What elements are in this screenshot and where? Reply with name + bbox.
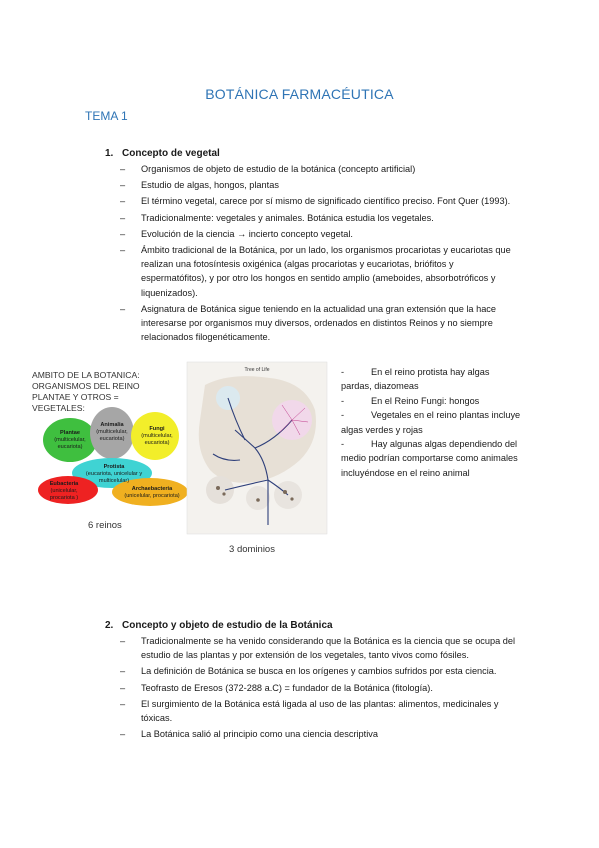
side-note: - Vegetales en el reino plantas incluye algas verdes y rojas	[341, 410, 521, 435]
tree-cluster-bottom-mid	[246, 486, 270, 510]
kingdoms-figure	[30, 360, 330, 555]
tree-title: Tree of Life	[244, 367, 270, 373]
petal-label: (eucariota, unicelular y	[85, 471, 143, 477]
list-item: – La definición de Botánica se busca en los orígenes y cambios sufridos por esta ciencia.	[120, 664, 518, 678]
petal-label: Animalia	[100, 422, 124, 428]
side-note: - Hay algunas algas dependiendo del medio podrían comportarse como animales incluyéndose en el reino animal	[341, 439, 518, 478]
petal-label: eucariota)	[57, 444, 83, 450]
dash-marker: -	[341, 410, 345, 421]
petal-label: Protista	[103, 464, 125, 470]
list-item: – Evolución de la ciencia → incierto concepto vegetal.	[120, 227, 518, 241]
section-2-list	[120, 634, 518, 743]
tree-node	[290, 497, 293, 500]
figure-caption-line: VEGETALES:	[32, 403, 85, 413]
petal-label: eucariota)	[99, 436, 125, 442]
side-note: - En el Reino Fungi: hongos	[341, 394, 521, 408]
document-title: BOTÁNICA FARMACÉUTICA	[205, 86, 394, 102]
label-6-reinos: 6 reinos	[88, 520, 122, 531]
dash-marker: -	[341, 439, 345, 450]
list-item: – El surgimiento de la Botánica está ligada al uso de las plantas: alimentos, medicinales y tóxicas.	[120, 697, 518, 725]
petal-label: Archaebacteria	[131, 486, 173, 492]
list-item: – Asignatura de Botánica sigue teniendo en la actualidad una gran extensión que la hace interesarse por organismos muy diversos, ordenados en distintos Reinos y no siempre relacionados filogenéticamente.	[120, 302, 518, 345]
list-item: – La Botánica salió al principio como una ciencia descriptiva	[120, 727, 518, 741]
side-notes	[341, 365, 521, 480]
dash-marker: -	[341, 395, 345, 406]
section-2-heading	[105, 620, 333, 631]
list-item: – Teofrasto de Eresos (372-288 a.C) = fundador de la Botánica (fitología).	[120, 681, 518, 695]
section-1-title: Concepto de vegetal	[122, 148, 220, 159]
list-item: – Organismos de objeto de estudio de la botánica (concepto artificial)	[120, 162, 518, 176]
list-item: – Estudio de algas, hongos, plantas	[120, 178, 518, 192]
tree-cluster-bottom-left	[206, 476, 234, 504]
kingdoms-diagram	[30, 360, 330, 555]
section-1-heading	[105, 148, 220, 159]
petal-label: Fungi	[149, 426, 165, 432]
section-1-list	[120, 162, 518, 346]
list-item: – Tradicionalmente: vegetales y animales. Botánica estudia los vegetales.	[120, 211, 518, 225]
petal-label: Plantae	[60, 430, 80, 436]
list-item: – Tradicionalmente se ha venido considerando que la Botánica es la ciencia que se ocupa del estudio de las plantas y por extensión de los vegetales, tanto vivos como fósiles.	[120, 634, 518, 662]
label-3-dominios: 3 dominios	[229, 544, 275, 555]
petal-label: Eubacteria	[49, 481, 79, 487]
list-item: – El término vegetal, carece por sí mismo de significado científico preciso. Font Quer (1993).	[120, 194, 518, 208]
petal-label: (unicelular,	[50, 488, 78, 494]
petal-label: (multicelular,	[141, 433, 173, 439]
side-note: - En el reino protista hay algas pardas, diazomeas	[341, 367, 490, 392]
section-2-title: Concepto y objeto de estudio de la Botánica	[122, 620, 333, 631]
petal-label: (multicelular,	[96, 429, 128, 435]
dash-marker: -	[341, 367, 345, 377]
tema-heading: TEMA 1	[85, 109, 128, 123]
petal-label: procariota )	[49, 495, 79, 501]
petal-label: multicelular)	[98, 478, 130, 484]
list-item: – Ámbito tradicional de la Botánica, por un lado, los organismos procariotas y eucariotas que realizan una fotosíntesis oxigénica (algas procariotas y eucariotas, briófitos y espermatófitos), y por otro los hongos en sentido amplio (ameboides, absorbotróficos y liquenizados).	[120, 243, 518, 300]
figure-caption-line: PLANTAE Y OTROS =	[32, 392, 119, 402]
petal-label: (unicelular, procariota)	[124, 493, 180, 499]
figure-caption-line: ORGANISMOS DEL REINO	[32, 381, 140, 391]
figure-caption-line: AMBITO DE LA BOTANICA:	[32, 370, 140, 380]
petal-label: eucariota)	[144, 440, 170, 446]
tree-node	[256, 498, 260, 502]
tree-node	[222, 492, 225, 495]
petal-label: (multicelular,	[54, 437, 86, 443]
section-1-number: 1.	[105, 148, 114, 159]
section-2-number: 2.	[105, 620, 114, 631]
tree-node	[283, 490, 287, 494]
tree-node	[216, 486, 220, 490]
